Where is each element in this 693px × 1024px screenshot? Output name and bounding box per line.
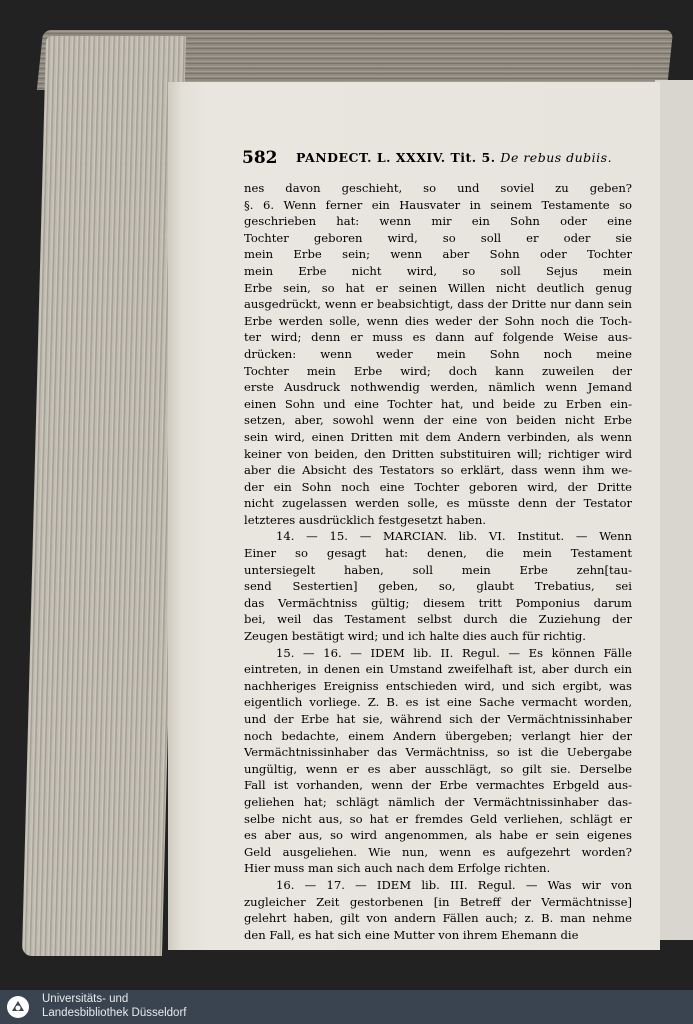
text-line: 15. — 16. — IDEM lib. II. Regul. — Es können Fälle	[276, 645, 632, 660]
text-line: drücken: wenn weder mein Sohn noch meine	[244, 346, 632, 361]
text-line: Geld ausgeliehen. Wie nun, wenn es aufgezehrt worden?	[244, 844, 632, 859]
text-line: letzteres ausdrücklich festgesetzt haben.	[244, 512, 487, 527]
text-line: eigentlich vorliege. Z. B. es ist eine Sache vermacht worden,	[244, 695, 632, 710]
text-line: keiner von beiden, den Dritten substituiren will; richtiger wird	[244, 446, 632, 461]
text-line: §. 6. Wenn ferner ein Hausvater in seinem Testamente so	[244, 197, 632, 212]
book-page-edges	[22, 36, 186, 956]
text-line: und der Erbe hat sie, während sich der Vermächtnissinhaber	[244, 712, 632, 726]
text-line: Erbe werden solle, wenn dies weder der Sohn noch die Toch-	[244, 313, 632, 328]
text-line: Einer so gesagt hat: denen, die mein Testament	[244, 546, 632, 561]
text-line: Vermächtnissinhaber das Vermächtniss, so ist die Uebergabe	[244, 745, 632, 760]
page-body-text	[244, 180, 632, 943]
text-line: Tochter geboren wird, so soll er oder sie	[244, 230, 632, 245]
text-line: bei, weil das Testament selbst durch die Zuziehung der	[244, 612, 632, 627]
text-line: sein wird, einen Dritten mit dem Andern verbinden, als wenn	[244, 429, 632, 444]
text-line: Erbe sein, so hat er seinen Willen nicht deutlich genug	[244, 280, 632, 295]
text-line: gelehrt haben, gilt von andern Fällen auch; z. B. man nehme	[244, 911, 632, 926]
text-line: nachheriges Ereigniss entschieden wird, und sich ergibt, was	[244, 678, 632, 693]
text-line: es aber aus, so wird angenommen, als habe er sein eigenes	[244, 828, 632, 843]
library-logo-icon	[6, 995, 30, 1019]
text-line: ausgedrückt, wenn er beabsichtigt, dass der Dritte nur dann sein	[244, 297, 632, 312]
text-line: noch bedachte, einem Andern übergeben; verlangt hier der	[244, 728, 632, 743]
page-number: 582	[242, 148, 278, 168]
text-line: selbe nicht aus, so hat er fremdes Geld verliehen, schlägt er	[244, 811, 632, 826]
text-line: ungültig, wenn er es aber ausschlägt, so gilt sie. Derselbe	[244, 761, 632, 776]
text-line: eintreten, in denen ein Umstand zweifelhaft ist, aber durch ein	[244, 662, 632, 677]
text-line: Tochter mein Erbe wird; doch kann zuweilen der	[244, 363, 632, 378]
text-line: 14. — 15. — MARCIAN. lib. VI. Institut. — Wenn	[276, 529, 632, 544]
text-line: untersiegelt haben, soll mein Erbe zehn[tau-	[244, 562, 632, 577]
text-line: setzen, aber, sowohl wenn der eine von beiden nicht Erbe	[244, 413, 632, 428]
text-line: 16. — 17. — IDEM lib. III. Regul. — Was wir von	[276, 877, 632, 892]
text-line: das Vermächtniss gültig; diesem tritt Pomponius darum	[244, 595, 632, 610]
text-line: geliehen hat; schlägt nämlich der Vermächtnissinhaber das-	[244, 794, 632, 809]
text-line: mein Erbe nicht wird, so soll Sejus mein	[244, 263, 632, 278]
text-line: erste Ausdruck nothwendig werden, nämlich wenn Jemand	[244, 380, 632, 395]
library-name-line1: Universitäts- und	[42, 993, 129, 1005]
text-line: Hier muss man sich auch nach dem Erfolge richten.	[244, 861, 551, 876]
header-rubric: De rebus dubiis.	[500, 150, 613, 165]
text-line: einen Sohn und eine Tochter hat, und beide zu Erben ein-	[244, 396, 632, 411]
text-line: mein Erbe sein; wenn aber Sohn oder Tochter	[244, 247, 632, 262]
running-head	[242, 146, 652, 172]
text-line: der ein Sohn noch eine Tochter geboren wird, der Dritte	[244, 479, 632, 494]
text-line: send Sestertien] geben, so, glaubt Trebatius, sei	[244, 579, 632, 594]
library-name	[42, 992, 186, 1020]
text-line: nes davon geschieht, so und soviel zu geben?	[244, 181, 632, 195]
text-line: Fall ist vorhanden, wenn der Erbe vermachtes Erbgeld aus-	[244, 778, 632, 793]
text-line: den Fall, es hat sich eine Mutter von ihrem Ehemann die	[244, 927, 579, 942]
text-line: zugleicher Zeit gestorbenen [in Betreff der Vermächtnisse]	[244, 894, 632, 909]
header-title-text: PANDECT. L. XXXIV. Tit. 5.	[296, 150, 496, 165]
facing-page-edge	[655, 80, 693, 940]
library-name-line2: Landesbibliothek Düsseldorf	[42, 1007, 187, 1019]
text-line: aber die Absicht des Testators so erklärt, dass wenn ihm we-	[244, 463, 632, 478]
text-line: nicht zugelassen werden solle, es müsste denn der Testator	[244, 496, 632, 511]
text-line: geschrieben hat: wenn mir ein Sohn oder eine	[244, 214, 632, 229]
header-title	[296, 150, 612, 165]
text-line: ter wird; denn er muss es dann auf folgende Weise aus-	[244, 330, 632, 345]
text-line: Zeugen bestätigt wird; und ich halte dies auch für richtig.	[244, 629, 586, 644]
